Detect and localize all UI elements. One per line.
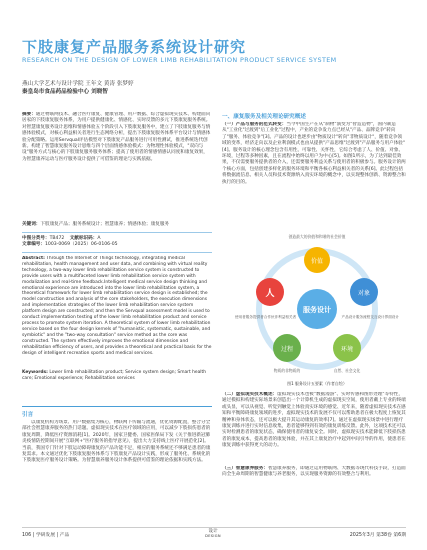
keywords-cn	[22, 222, 212, 228]
footer-issue: 2025年3月 第38卷 第6期	[349, 533, 406, 538]
doc-code-value: A	[97, 236, 101, 241]
footer-logo-cn: 设计	[208, 529, 218, 534]
node-environment-label: 环境	[340, 346, 354, 353]
note-object: 产品设计服务流程交互设计界面设计	[341, 315, 399, 319]
section-1-heading: 一、康复服务及相关理论研究概述	[222, 114, 306, 120]
clc-label: 中图分类号：	[22, 236, 50, 241]
intro-divider	[22, 406, 212, 407]
abstract-cn-text: 通过物联网技术、融合医疗康复、健康管理、用户数据、综合虚拟现实技术、构建面向居家的下肢康复服务体系，为用户提供健康化、情感化、实时反馈的多元下肢康复服务系统。对智慧康复服务设计思维和情感体验五个阶段引入下肢康复服务中，建立了下肢康复服务与情感体验模式，对核心利益相关者进行生态网络分析，提出下肢康复服务体系平台设计与情感体验分配策略。运用Servqual评估模型对下肢康复产品服务进行可用性测试，推进系统迭代创新。构建了智慧康复服务设计思维与四个层面情感体验模式：为物理性体验模式，"双向与设"服务方式与核心的下肢康复服务服务体系；提高了使用者的情感情感认同度和康复效果，为智慧康养运动与医疗服务设计提供了可借鉴的理论与实践依据。	[22, 112, 211, 162]
abstract-en-label: Abstract:	[22, 256, 45, 261]
keywords-en	[22, 370, 212, 382]
section-1-sub-3	[222, 466, 406, 524]
authors-line-2: 秦皇岛市食品药品检验中心 刘晓智	[22, 89, 108, 95]
paper-subtitle: RESEARCH ON THE DESIGN OF LOWER LIMB REHABILITATION PRODUCT SERVICE SYSTEM	[22, 56, 337, 64]
section-1-sub-3-heading: （三）智慧康养服务：	[222, 466, 268, 471]
node-value-label: 价值	[310, 258, 324, 265]
abstract-cn	[22, 112, 212, 220]
keywords-en-text: Lower limb rehabilitation product; Service system design; Smart health care; Emotional experience; Rehabilitation services	[22, 370, 206, 381]
footer-logo	[198, 528, 228, 538]
keywords-cn-label: 关键词：	[22, 222, 41, 227]
node-process-label: 过程	[280, 346, 294, 353]
figure-1-caption: 图1 服务设计五要素（作者自绘）	[287, 381, 347, 386]
keywords-en-label: Keywords:	[22, 370, 48, 375]
abstract-cn-label: 摘要：	[22, 112, 36, 117]
figure-1-service-design-diagram	[232, 230, 402, 388]
node-object-label: 对象	[357, 290, 371, 297]
divider	[22, 252, 212, 253]
keywords-cn-text: 下肢康复产品；服务系统设计；智慧康养；情感体验；康复服务	[40, 222, 170, 227]
section-1-sub-2-heading: （二）虚拟现实技术概述：	[222, 392, 278, 397]
note-environment: 自然、社会文化	[333, 368, 361, 373]
footer-page-info: 106 | 学研发展 | 产品	[22, 533, 70, 538]
classification-meta	[22, 236, 212, 249]
center-label: 服务设计	[303, 306, 331, 314]
section-1-sub-1-text: 当今中国生产在从"制物"演变为"智造造物"，国内制造从"工业化"过渡到"后工业化"过程中，产业的竞争发力点已经从"产品、品牌竞争"转向了"服务、体验竞争"[3]。产品的设计也逐步由"物质设计"转向"非物质设计"，随着竞争领域的变革，经济走向以及企业利润模式也由从提供"产品思维"过渡到"产品服务与用户体验"[4]。服务设计的核心理念包含有用性、可靠性、关怀性，它综合考虑了人、价值、对象、环境，过程等多种因素，且在流程中始终以用户为中心[5]。如图1所示，为了达到最佳效果，不仅需要服务提供者的介入，还需要服务利益关系与使用者的积极参与。服务设计的两个核心方面，包括创建多样化的服务环境和平衡各核心利益相关者的关系[6]。此过程包括将数据流信息、相关人员和技术资源纳入真实环境的概念中，以实现整体创新、资源整合和执行的目的。	[222, 122, 406, 185]
node-person-label: 人	[265, 289, 275, 299]
doc-code-label: 文献标识码：	[69, 236, 98, 241]
note-value: 创造最大的价值和和谐的社会价值	[288, 234, 346, 239]
abstract-en	[22, 256, 212, 368]
section-1-sub-2-text: 虚拟现实技术也被"数据漫游"、实时传感和图形处理"等特性，通过模拟和构建实际场景来创造出一个计算机生成的虚拟现实空间，使用者戴上专业的终端或头显，可以从视觉、听觉到触觉上体验真实环境的感觉、近年来，随着虚拟现实技术在感知和平衡障碍康复领域的进步，虚拟现实技术的发展不仅可以帮助患者在极大程度上恢复其精神和身体状态，还可以极大提升其运动康复的效率[7]。通过在虚拟现实场景中进行理疗康复训练并进行实时信息收集，患者能够得到有效的康复训练反馈。此外，这项技术还可以实时检测患者的康复状态，确保使用者的康复安全。同时，虚拟现实技术能降低下肢损伤患者的康复成本，提高患者的康复体验，并在其上康复治疗中起到中间引导的作用，使患者在康复训练中获得更大的动力。	[222, 392, 406, 449]
section-1-sub-3-text: 智慧康养服务，即通过运用物联网、大数据等现代科技手段，打造面向全生命周期的智慧健康与养老服务，以实现服务资源的有效整合与利用。	[222, 466, 406, 478]
section-1-sub-2	[222, 392, 406, 464]
intro-text: 以康复机构为场景、用户数据集为核心，物联网下传输与流通，优化资源配置，整合分全部社会智慧康养服务的热门话题。虚拟现实技术在医疗领域的应用，可以减少下肢损伤患者的康复周期，降低医疗资源消耗[1]。2020年，国家卫健委、国家医保局下发《关于推进新冠肺炎疫情防控期间开展"互联网+"医疗服务的指导意见》，提出大力支持线上医疗开展范化[2]。当前，我国专门针对下肢运动障碍康复的产品功能不足，相应的服务系统还不够满足患者的康复需求。本文通过优化下肢康复服务体系与下肢康复产品设计实践，形成了服务化、系统化的下肢康复医疗服务设计策略。为智慧康养服务设计体系提供可借鉴的理论依据和实践方法。	[22, 420, 211, 464]
note-process: 物质的非物质的	[273, 368, 301, 373]
article-number-label: 文章编号：	[22, 242, 45, 248]
section-1-sub-1-heading: （一）产品与服务的范式转变：	[222, 122, 287, 127]
abstract-en-text: Through the Internet of Things technology, integrating medical rehabilitation, health management and user data, and combining with virtual reality technology, a two-way lower limb rehabilitation service system is constructed to provide users with a multifaceted lower limb rehabilitation service system with modalization and real-time feedback.Intelligent medical service design thinking and emotional experience are introduced into the lower limb rehabilitation system, a theoretical framework for lower limb rehabilitation service design is established; the model construction and analysis of the core stakeholders, the execution dimensions and implementation strategies of the lower limb rehabilitation service system platform design are constructed; and then the Servqual assessment model is used to conduct implementation testing of the lower limb rehabilitation product and service process to promote system iteration. A theoretical system of lower limb rehabilitation service based on the four design kernels of "humanistic, systematic, sustainable, and symbiotic" and the "two-way consultation" service method as the core was constructed. The system effectively improves the emotional dimension and rehabilitation efficiency of users, and provides a theoretical and practical basis for the design of intelligent recreation sports and medical services.	[22, 256, 212, 356]
note-person: 使用者服务提供者合作伙伴利益相关者	[235, 315, 297, 319]
intro-heading: 引言	[22, 412, 34, 418]
authors-line-1: 燕山大学艺术与设计学院 王年文 黄涛 张梦婷	[22, 81, 134, 87]
divider	[22, 232, 212, 233]
authors	[22, 80, 212, 96]
paper-title: 下肢康复产品服务系统设计研究	[22, 38, 247, 56]
clc-value: TB472	[49, 236, 65, 241]
footer-logo-en: DESIGN	[205, 534, 221, 538]
section-1-sub-1	[222, 122, 406, 226]
article-number-value: 1003-0069（2025）06-0106-05	[44, 242, 118, 248]
